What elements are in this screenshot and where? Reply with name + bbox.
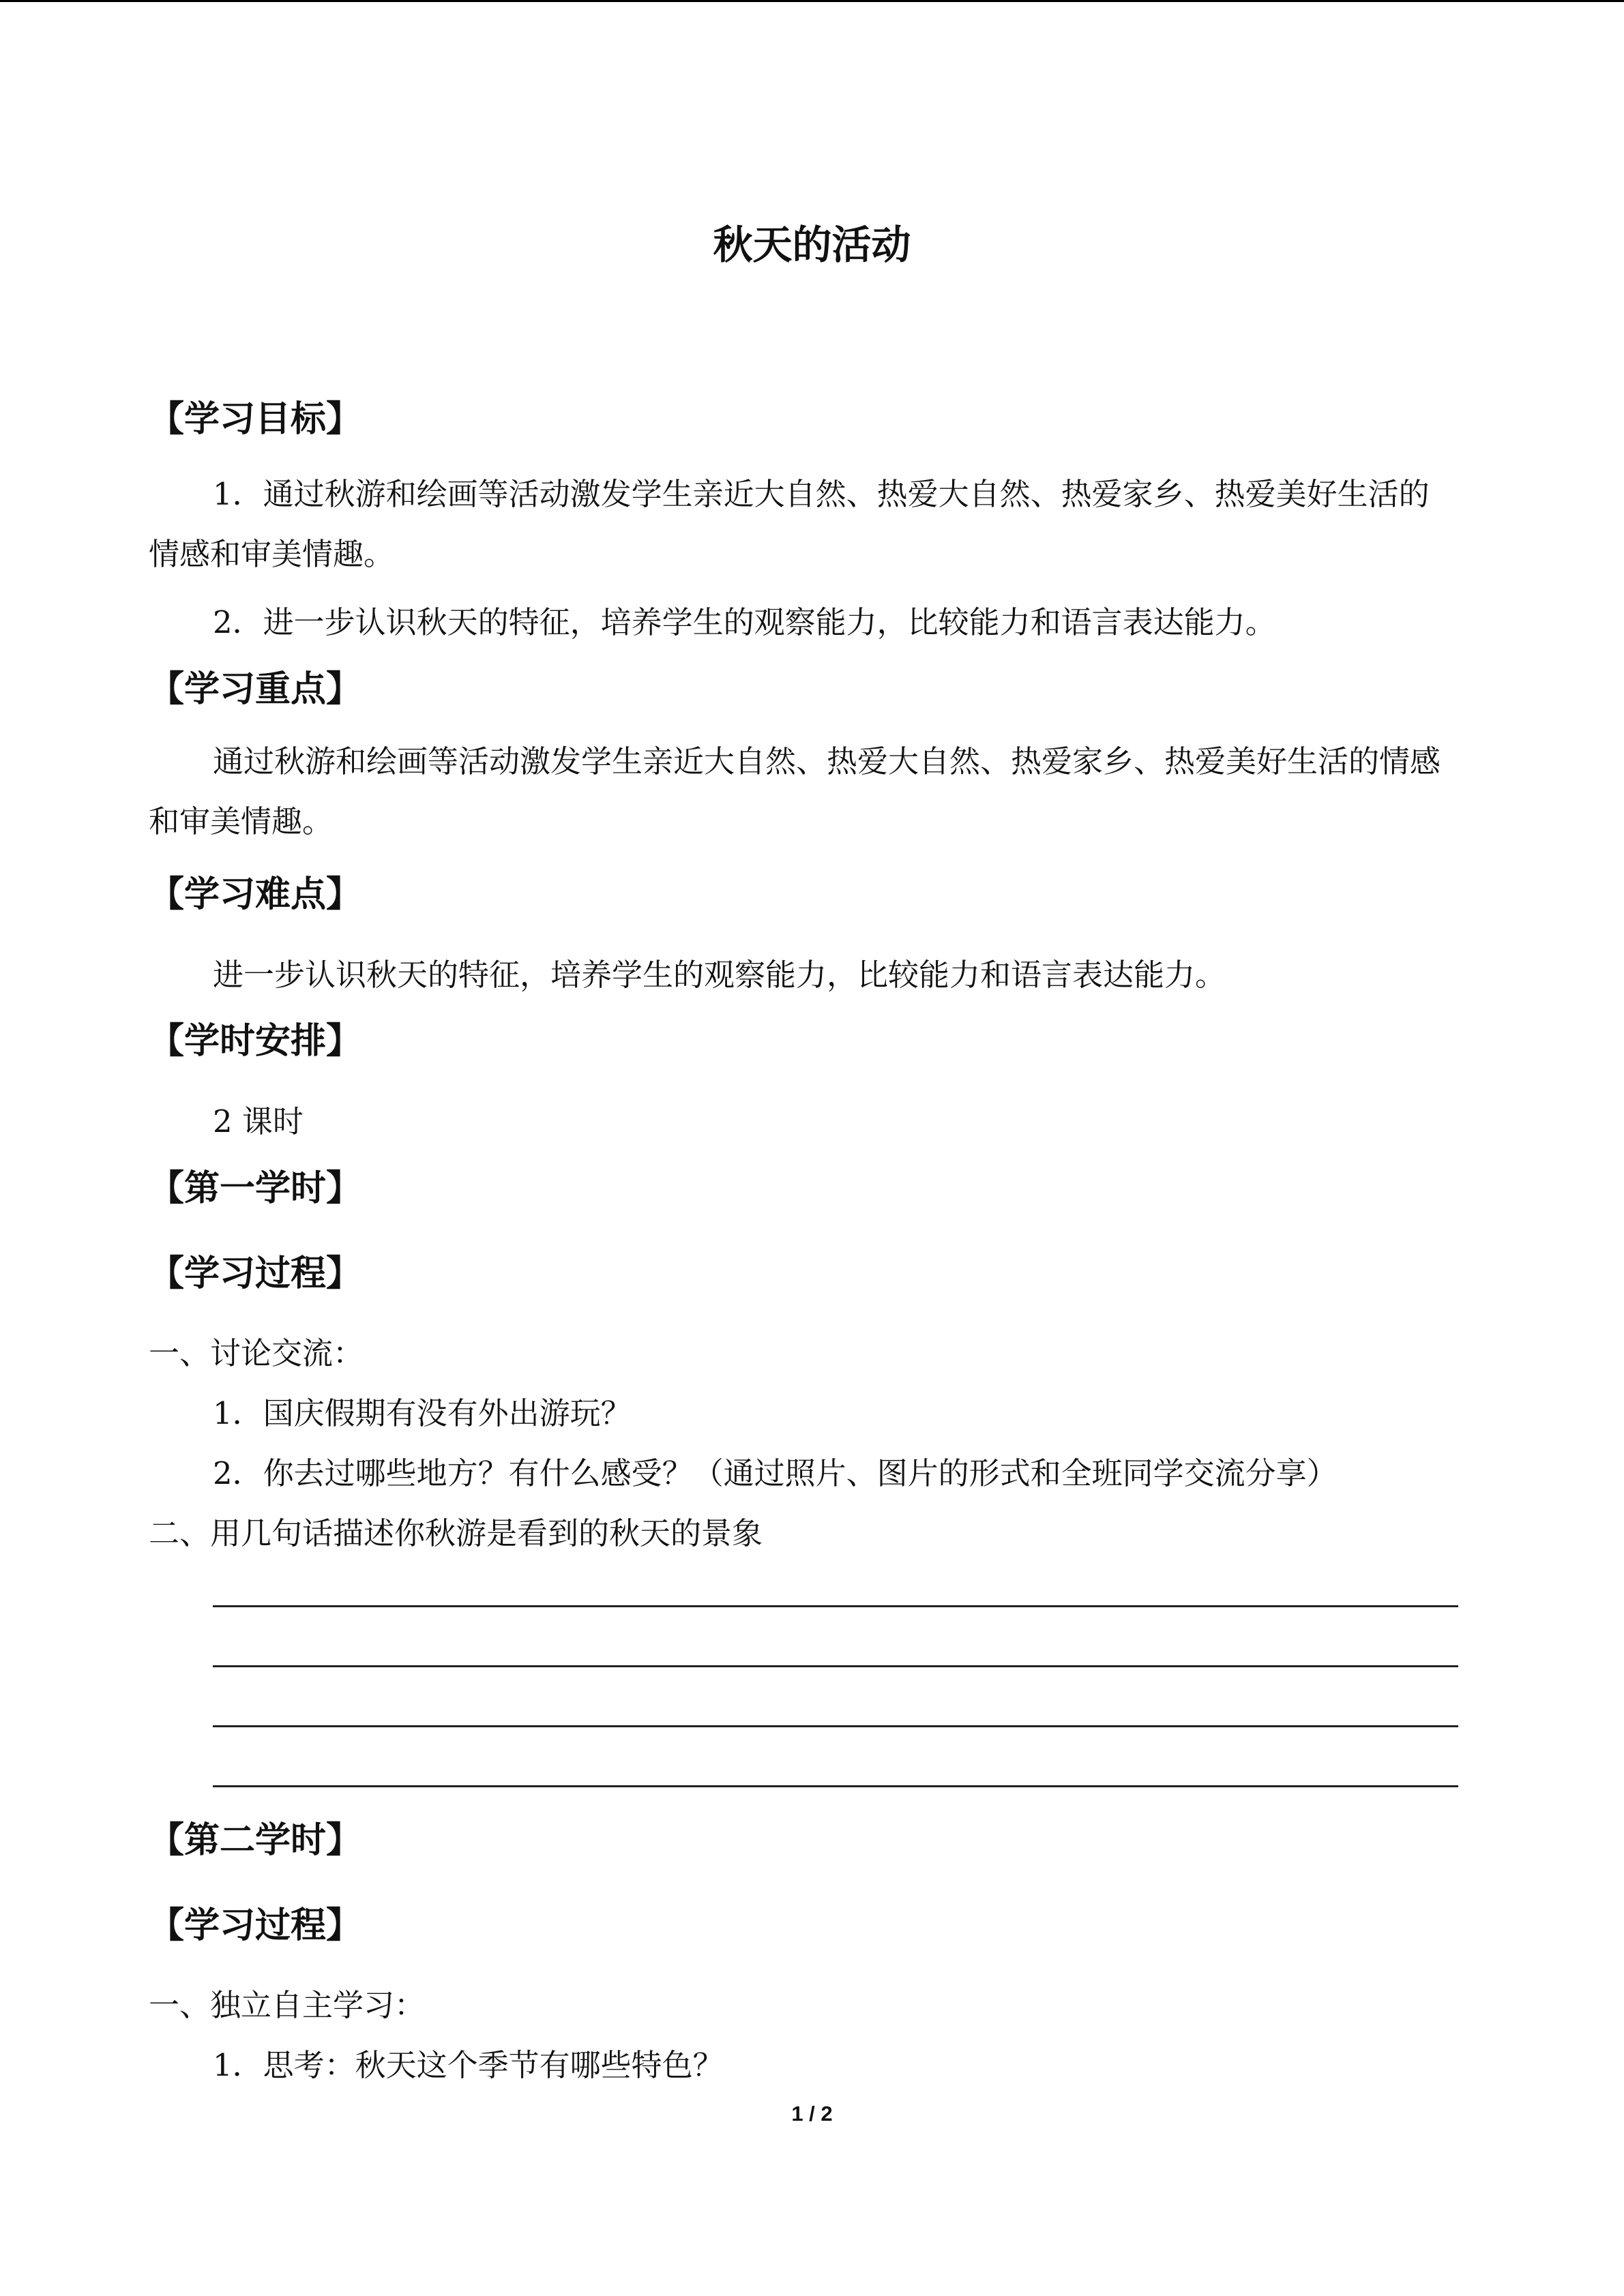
goal-item-1: 1．通过秋游和绘画等活动激发学生亲近大自然、热爱大自然、热爱家乡、热爱美好生活的情感和审美情趣。	[149, 476, 1430, 572]
lesson1-part2: 二、用几句话描述你秋游是看到的秋天的景象	[149, 1515, 763, 1551]
difficulties-text: 进一步认识秋天的特征，培养学生的观察能力，比较能力和语言表达能力。	[213, 957, 1226, 993]
heading-lesson-1: 【第一学时】	[149, 1168, 362, 1209]
answer-line[interactable]	[213, 1725, 1458, 1727]
heading-key-points: 【学习重点】	[149, 669, 362, 710]
answer-line[interactable]	[213, 1665, 1458, 1667]
heading-difficulties: 【学习难点】	[149, 874, 362, 915]
answer-line[interactable]	[213, 1605, 1458, 1607]
goal-item-2: 2．进一步认识秋天的特征，培养学生的观察能力，比较能力和语言表达能力。	[213, 604, 1276, 640]
lesson1-part1: 一、讨论交流：	[149, 1335, 364, 1371]
key-points-text: 通过秋游和绘画等活动激发学生亲近大自然、热爱大自然、热爱家乡、热爱美好生活的情感和审美情趣。	[149, 743, 1441, 839]
lesson1-question-1: 1．国庆假期有没有外出游玩？	[213, 1395, 632, 1431]
heading-schedule: 【学时安排】	[149, 1021, 362, 1062]
lesson1-question-2: 2．你去过哪些地方？有什么感受？（通过照片、图片的形式和全班同学交流分享）	[213, 1455, 1338, 1491]
heading-goals: 【学习目标】	[149, 399, 362, 440]
lesson2-part1: 一、独立自主学习：	[149, 1987, 426, 2023]
top-border	[0, 0, 1624, 2]
lesson2-question-1: 1．思考：秋天这个季节有哪些特色？	[213, 2047, 724, 2083]
schedule-text: 2 课时	[213, 1103, 304, 1139]
page-number: 1 / 2	[791, 2102, 833, 2126]
heading-lesson-2: 【第二学时】	[149, 1820, 362, 1861]
heading-process-1: 【学习过程】	[149, 1253, 362, 1294]
heading-process-2: 【学习过程】	[149, 1905, 362, 1946]
answer-line[interactable]	[213, 1785, 1458, 1787]
document-title: 秋天的活动	[713, 222, 911, 268]
